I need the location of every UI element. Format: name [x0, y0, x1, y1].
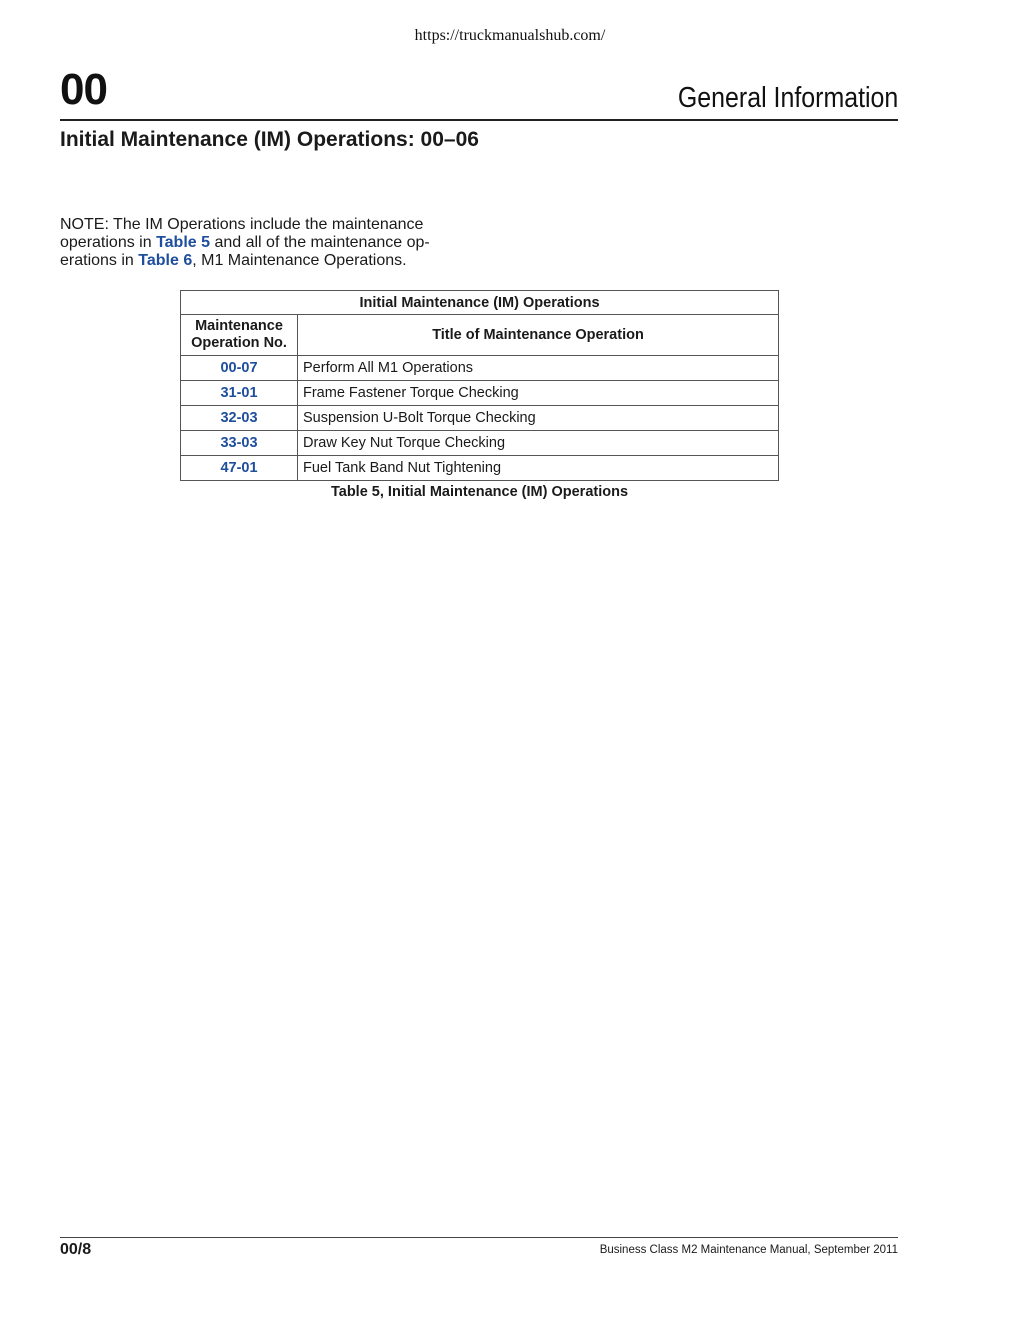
- table-caption: Table 5, Initial Maintenance (IM) Operations: [330, 484, 629, 500]
- table-title-row: [181, 291, 779, 315]
- table-title: Initial Maintenance (IM) Operations: [181, 291, 779, 315]
- page-subtitle: Initial Maintenance (IM) Operations: 00–06: [60, 128, 479, 151]
- manual-title: Business Class M2 Maintenance Manual, September 2011: [599, 1244, 898, 1256]
- section-title: General Information: [677, 82, 898, 114]
- operation-number-link[interactable]: 00-07: [181, 356, 298, 381]
- operation-title: Perform All M1 Operations: [298, 356, 779, 381]
- table-row: [181, 381, 779, 406]
- operation-number-link[interactable]: 47-01: [181, 456, 298, 481]
- operation-number-link[interactable]: 32-03: [181, 406, 298, 431]
- table-row: [181, 356, 779, 381]
- footer-divider: [60, 1237, 898, 1238]
- section-number: 00: [60, 65, 107, 114]
- column-header-operation-no-line2: Operation No.: [191, 335, 287, 351]
- operation-title: Draw Key Nut Torque Checking: [298, 431, 779, 456]
- note-text-1: NOTE: The IM Operations include the maintenance operations in: [60, 216, 424, 251]
- table-5-link[interactable]: Table 5: [156, 234, 211, 251]
- operation-title: Fuel Tank Band Nut Tightening: [298, 456, 779, 481]
- column-header-operation-no: [181, 315, 298, 356]
- note-text-3: , M1 Maintenance Operations.: [192, 252, 407, 269]
- table-row: [181, 431, 779, 456]
- column-header-title: Title of Maintenance Operation: [298, 315, 779, 356]
- note-text-2: and all of the maintenance op-erations in: [60, 234, 430, 269]
- table-row: [181, 456, 779, 481]
- page-number: 00/8: [60, 1241, 92, 1258]
- header-divider: [60, 119, 898, 121]
- table-6-link[interactable]: Table 6: [138, 252, 193, 269]
- source-url[interactable]: https://truckmanualshub.com/: [414, 27, 606, 44]
- table-row: [181, 406, 779, 431]
- operation-title: Frame Fastener Torque Checking: [298, 381, 779, 406]
- note-paragraph: [60, 216, 460, 270]
- im-operations-table: [180, 290, 779, 481]
- column-header-operation-no-line1: Maintenance: [195, 318, 283, 334]
- operation-number-link[interactable]: 33-03: [181, 431, 298, 456]
- operation-title: Suspension U-Bolt Torque Checking: [298, 406, 779, 431]
- table-header-row: [181, 315, 779, 356]
- operation-number-link[interactable]: 31-01: [181, 381, 298, 406]
